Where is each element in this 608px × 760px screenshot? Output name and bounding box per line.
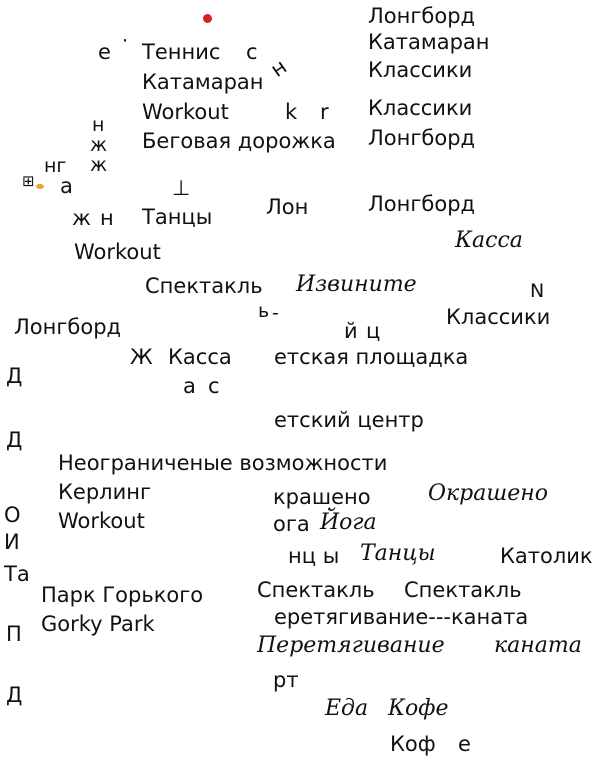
fragment-n-latin: N <box>530 280 545 302</box>
grid-icon: ⊞ <box>22 172 35 190</box>
label-classics-1: Классики <box>368 58 473 82</box>
label-unlimited: Неограниченые возможности <box>58 451 388 475</box>
fragment-i: И <box>4 530 20 554</box>
fragment-zh-2: ж <box>90 154 108 176</box>
fragment-o: О <box>4 503 21 527</box>
fragment-ta: Та <box>4 562 30 586</box>
fragment-n-3: н <box>100 206 114 230</box>
label-kids-center: етский центр <box>274 408 424 432</box>
fragment-e: е <box>98 40 111 64</box>
label-tug-italic-2: каната <box>494 633 582 658</box>
fragment-dash: - <box>272 302 279 324</box>
label-rt: рт <box>273 668 299 692</box>
label-kassa: Касса <box>168 345 232 369</box>
fragment-p: П <box>6 622 22 646</box>
label-workout-1: Workout <box>142 100 229 124</box>
label-tug-of-war: еретягивание---каната <box>274 605 529 629</box>
fragment-dot: · <box>122 30 129 52</box>
label-coffee-italic: Кофе <box>388 696 449 721</box>
label-curling: Керлинг <box>58 480 151 504</box>
label-kassa-italic: Касса <box>455 228 523 253</box>
fragment-zhk: Ж <box>130 345 153 369</box>
fragment-zh-1: ж <box>90 134 108 156</box>
fragment-a-1: а <box>60 174 73 198</box>
label-tennis: Теннис <box>142 40 221 64</box>
label-workout-3: Workout <box>58 509 145 533</box>
label-yoga-partial: ога <box>273 512 310 536</box>
label-catholic: Католик <box>500 544 593 568</box>
fragment-a-2: а <box>183 374 196 398</box>
label-spectacle-1: Спектакль <box>145 274 263 298</box>
label-playground: етская площадка <box>274 345 469 369</box>
label-dances-italic: Танцы <box>360 541 436 566</box>
fragment-y: й <box>344 319 358 343</box>
label-longboard-1: Лонгборд <box>368 4 476 28</box>
label-workout-2: Workout <box>74 240 161 264</box>
label-classics-2: Классики <box>368 96 473 120</box>
label-catamaran-1: Катамаран <box>368 30 490 54</box>
fragment-n-rotated: н <box>266 54 292 82</box>
orange-smudge <box>36 184 44 189</box>
fragment-t: ⊥ <box>172 176 191 200</box>
label-coffee: Коф <box>390 732 436 756</box>
label-longboard-3: Лонгборд <box>368 192 476 216</box>
label-catamaran-2: Катамаран <box>142 70 264 94</box>
label-tug-italic-1: Перетягивание <box>257 633 445 658</box>
fragment-s: с <box>208 374 220 398</box>
fragment-d-3: Д <box>6 683 23 707</box>
label-coffee-e: е <box>458 732 471 756</box>
fragment-d-2: Д <box>6 428 23 452</box>
fragment-d-1: Д <box>6 364 23 388</box>
label-gorky-ru: Парк Горького <box>41 583 204 607</box>
label-gorky-en: Gorky Park <box>41 612 155 636</box>
fragment-c: c <box>246 40 258 64</box>
label-lon: Лон <box>266 195 309 219</box>
red-dot <box>203 14 212 23</box>
label-treadmill: Беговая дорожка <box>142 129 336 153</box>
label-dances-1: Танцы <box>142 205 213 229</box>
label-classics-3: Классики <box>446 305 551 329</box>
label-sorry-italic: Извините <box>296 272 417 297</box>
fragment-ts: ц <box>366 319 381 343</box>
label-longboard-2: Лонгборд <box>368 126 476 150</box>
label-spectacle-2: Спектакль <box>257 578 375 602</box>
label-painted-italic: Окрашено <box>428 481 548 506</box>
fragment-ng: нг <box>44 155 67 177</box>
label-longboard-4: Лонгборд <box>14 315 122 339</box>
fragment-n-2: н <box>92 114 105 136</box>
label-painted: крашено <box>273 485 371 509</box>
fragment-k: k <box>285 100 298 124</box>
fragment-zh-3: ж <box>72 206 91 230</box>
fragment-soft-sign: ь <box>258 300 270 322</box>
label-spectacle-3: Спектакль <box>404 578 522 602</box>
label-food-italic: Еда <box>325 696 369 721</box>
fragment-r: r <box>320 100 329 124</box>
label-dances-partial: нц ы <box>288 544 340 568</box>
label-yoga-italic: Йога <box>320 510 377 535</box>
